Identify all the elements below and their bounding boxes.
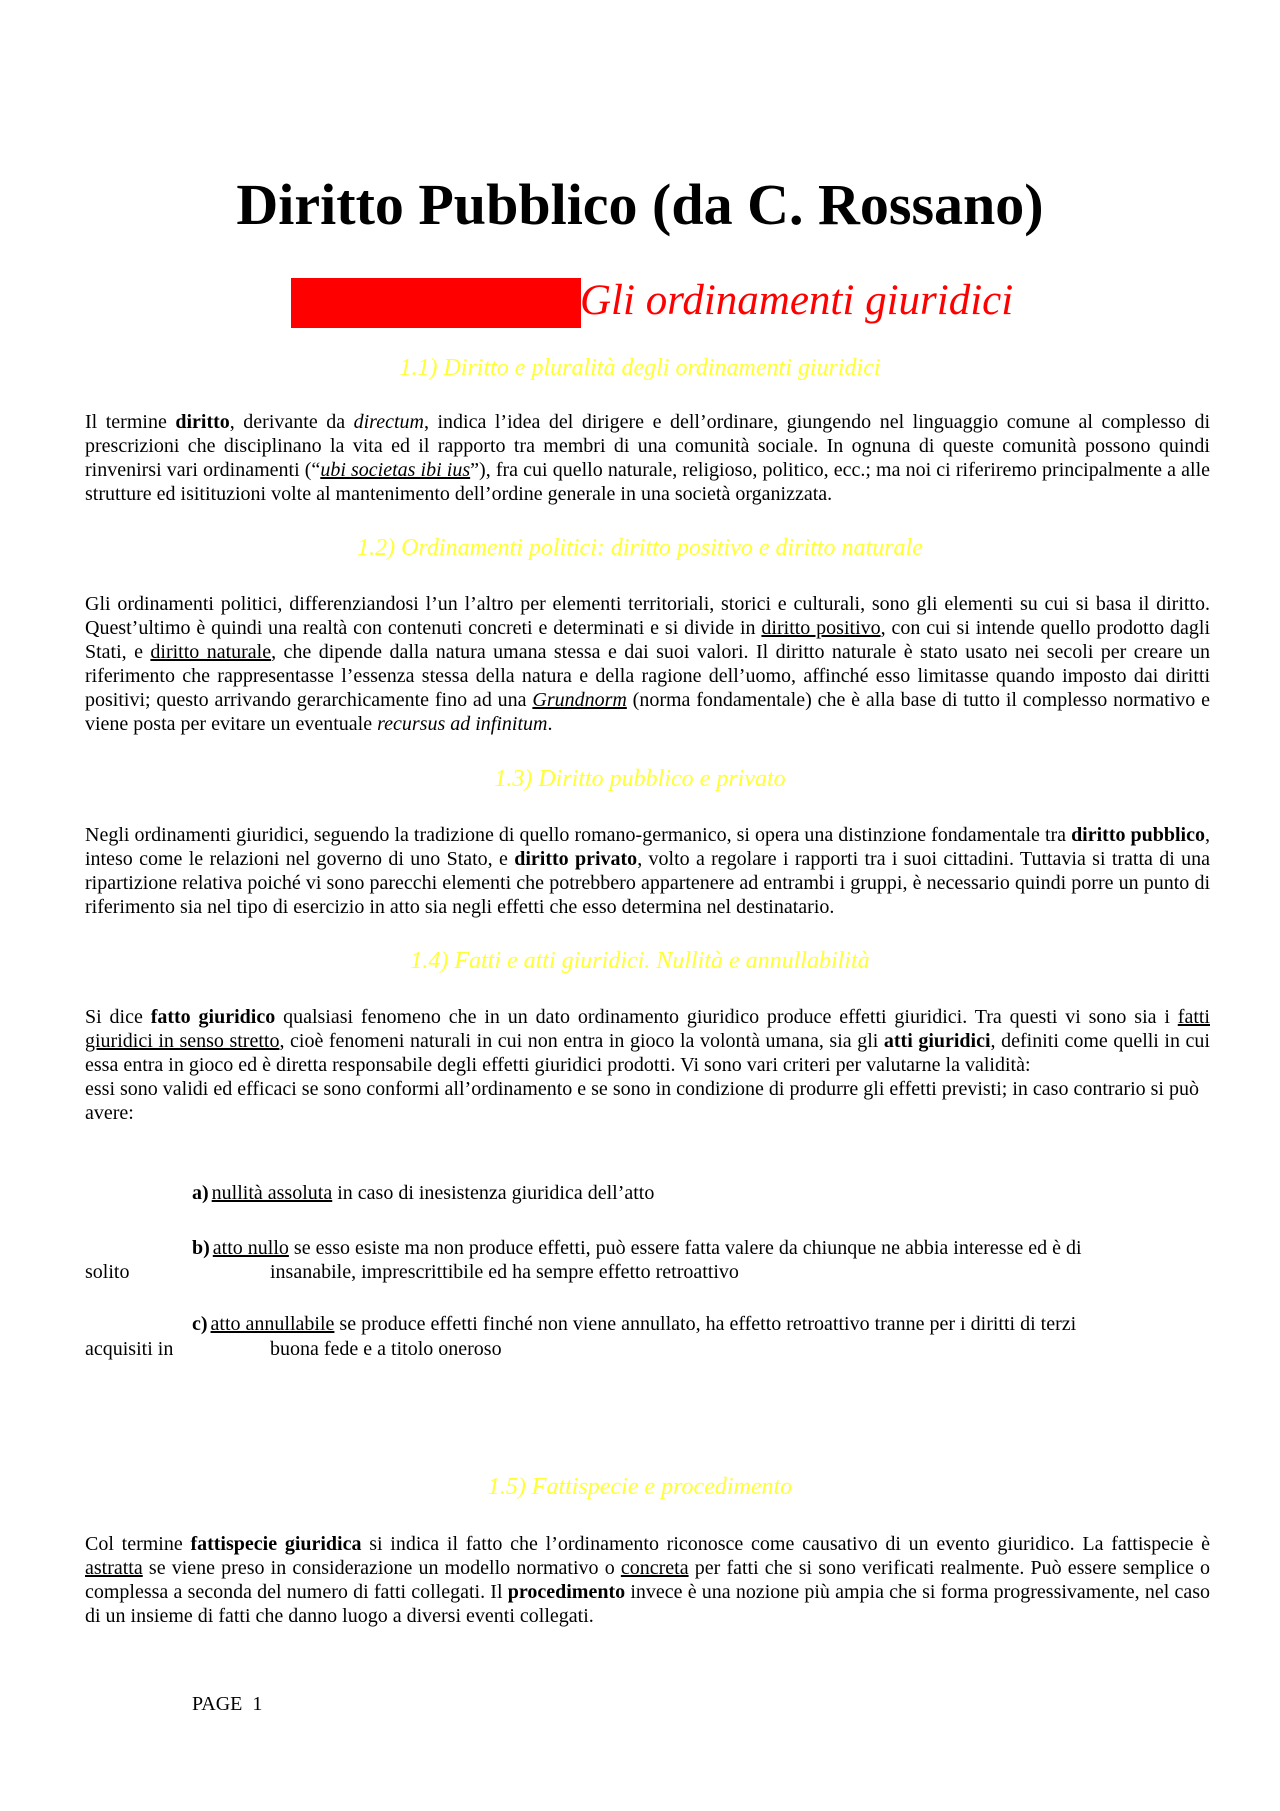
text-run: , cioè fenomeni naturali in cui non entra in gioco la volontà umana, sia gli: [279, 1030, 884, 1052]
section-1-1-paragraph: [85, 410, 1210, 506]
underlined-term: nullità assoluta: [211, 1182, 333, 1204]
section-1-2-paragraph: [85, 592, 1210, 736]
list-item-a: [192, 1181, 654, 1205]
text-run: Il termine: [85, 411, 176, 433]
section-1-4-paragraph: [85, 1005, 1210, 1125]
underlined-term: astratta: [85, 1557, 143, 1579]
text-run: , che dipende dalla natura umana stessa e dai suoi valori. Il diritto naturale è stato usato nei secoli per creare un riferimento che rappresentasse l’essenza stessa della natura e della ragione dell’uomo, affinché esso limitasse quando imposto dai diritti positivi; questo arrivando gerarchicamente fino ad una: [85, 641, 1211, 711]
bold-term: fattispecie giuridica: [190, 1533, 362, 1555]
text-run: , indica l’idea del dirigere e dell’ordinare, giungendo nel linguaggio comune al complesso di prescrizioni che disciplinano la vita ed il rapporto tra membri di una comunità sociale. In ognuna di queste comunità possono quindi rinvenirsi vari ordinamenti (“: [85, 411, 1210, 481]
text-run: se esso esiste ma non produce effetti, può essere fatta valere da chiunque ne abbia interesse ed è di: [288, 1237, 1082, 1259]
underlined-term: concreta: [620, 1557, 689, 1579]
list-label: a): [192, 1182, 209, 1204]
text-run: , volto a regolare i rapporti tra i suoi cittadini. Tuttavia si tratta di una ripartizione relativa poiché vi sono parecchi elementi che potrebbero appartenere ad entrambi i gruppi, è necessario quindi porre un punto di riferimento sia nel tipo di esercizio in atto sia negli effetti che esso determina nel destinatario.: [85, 848, 1211, 918]
list-item-b-continuation: insanabile, imprescrittibile ed ha sempre effetto retroattivo: [270, 1261, 739, 1283]
bold-term: atti giuridici: [883, 1030, 991, 1052]
text-run: per fatti che si sono verificati realmente. Può essere semplice o complessa a seconda del numero di fatti collegati. Il: [85, 1557, 1211, 1603]
document-title: Diritto Pubblico (da C. Rossano): [236, 172, 1044, 237]
list-item-c-continuation: buona fede e a titolo oneroso: [270, 1338, 502, 1360]
latin-phrase: ubi societas ibi ius: [320, 459, 471, 481]
section-heading-1-2: 1.2) Ordinamenti politici: diritto positivo e diritto naturale: [357, 535, 923, 561]
text-run: ”), fra cui quello naturale, religioso, politico, ecc.; ma noi ci riferiremo principalmente a alle strutture ed isitituzioni volte al mantenimento dell’ordine generale in una società organizzata.: [85, 459, 1210, 505]
underlined-term: fatti giuridici in senso stretto: [85, 1006, 1210, 1052]
list-item-c-left: acquisiti in: [85, 1338, 174, 1360]
text-run: se viene preso in considerazione un modello normativo o: [142, 1557, 621, 1579]
section-1-3-paragraph: [85, 823, 1210, 919]
underlined-term: diritto positivo: [761, 617, 881, 639]
bold-term: diritto: [175, 411, 230, 433]
section-heading-1-3: 1.3) Diritto pubblico e privato: [494, 766, 786, 792]
chapter-title: Gli ordinamenti giuridici: [580, 277, 1014, 324]
italic-term: recursus ad infinitum: [377, 713, 548, 735]
text-run: invece è una nozione più ampia che si forma progressivamente, nel caso di un insieme di fatti che danno luogo a diversi eventi collegati.: [85, 1581, 1211, 1627]
text-run: se produce effetti finché non viene annullato, ha effetto retroattivo tranne per i diritti di terzi: [334, 1313, 1077, 1335]
bold-term: diritto privato: [514, 848, 638, 870]
underlined-term: atto annullabile: [210, 1313, 335, 1335]
text-run: Si dice: [85, 1006, 151, 1028]
list-item-b: [192, 1236, 1082, 1260]
text-run: Negli ordinamenti giuridici, seguendo la tradizione di quello romano-germanico, si opera una distinzione fondamentale tra: [85, 824, 1072, 846]
bold-term: diritto pubblico: [1071, 824, 1205, 846]
underlined-term: diritto naturale: [150, 641, 272, 663]
underlined-term: atto nullo: [212, 1237, 289, 1259]
italic-term: directum: [353, 411, 424, 433]
section-heading-1-4: 1.4) Fatti e atti giuridici. Nullità e annullabilità: [410, 948, 870, 974]
page-footer: [192, 1693, 262, 1716]
page-label: PAGE: [192, 1693, 243, 1715]
text-run: in caso di inesistenza giuridica dell’atto: [332, 1182, 655, 1204]
list-item-c: [192, 1312, 1076, 1336]
page-number: 1: [252, 1693, 263, 1715]
text-run: qualsiasi fenomeno che in un dato ordinamento giuridico produce effetti giuridici. Tra questi vi sono sia i: [275, 1006, 1178, 1028]
list-item-b-left: solito: [85, 1261, 130, 1283]
section-heading-1-1: 1.1) Diritto e pluralità degli ordinamenti giuridici: [399, 355, 881, 381]
bold-term: fatto giuridico: [150, 1006, 276, 1028]
section-heading-1-5: 1.5) Fattispecie e procedimento: [487, 1474, 793, 1500]
bold-term: procedimento: [507, 1581, 626, 1603]
grundnorm-term: Grundnorm: [532, 689, 627, 711]
text-run: , definiti come quelli in cui essa entra in gioco ed è diretta responsabile degli effetti giuridici prodotti. Vi sono vari criteri per valutarne la validità:: [85, 1030, 1210, 1076]
text-run: Col termine: [85, 1533, 191, 1555]
redacted-chapter-number: [291, 278, 581, 328]
list-label: c): [192, 1313, 208, 1335]
text-run: , inteso come le relazioni nel governo di uno Stato, e: [85, 824, 1210, 870]
text-run: (norma fondamentale) che è alla base di tutto il complesso normativo e viene posta per evitare un eventuale: [85, 689, 1210, 735]
text-run: .: [547, 713, 553, 735]
section-1-5-paragraph: [85, 1532, 1210, 1628]
text-run: si indica il fatto che l’ordinamento riconosce come causativo di un evento giuridico. La fattispecie è: [361, 1533, 1210, 1555]
text-run: , con cui si intende quello prodotto dagli Stati, e: [85, 617, 1210, 663]
list-label: b): [192, 1237, 210, 1259]
text-run: Gli ordinamenti politici, differenziandosi l’un l’altro per elementi territoriali, storici e culturali, sono gli elementi su cui si basa il diritto. Quest’ultimo è quindi una realtà con contenuti concreti e determinati e si divide in: [85, 593, 1210, 639]
text-run: , derivante da: [229, 411, 354, 433]
text-run: essi sono validi ed efficaci se sono conformi all’ordinamento e se sono in condizione di produrre gli effetti previsti; in caso contrario si può avere:: [85, 1078, 1199, 1124]
